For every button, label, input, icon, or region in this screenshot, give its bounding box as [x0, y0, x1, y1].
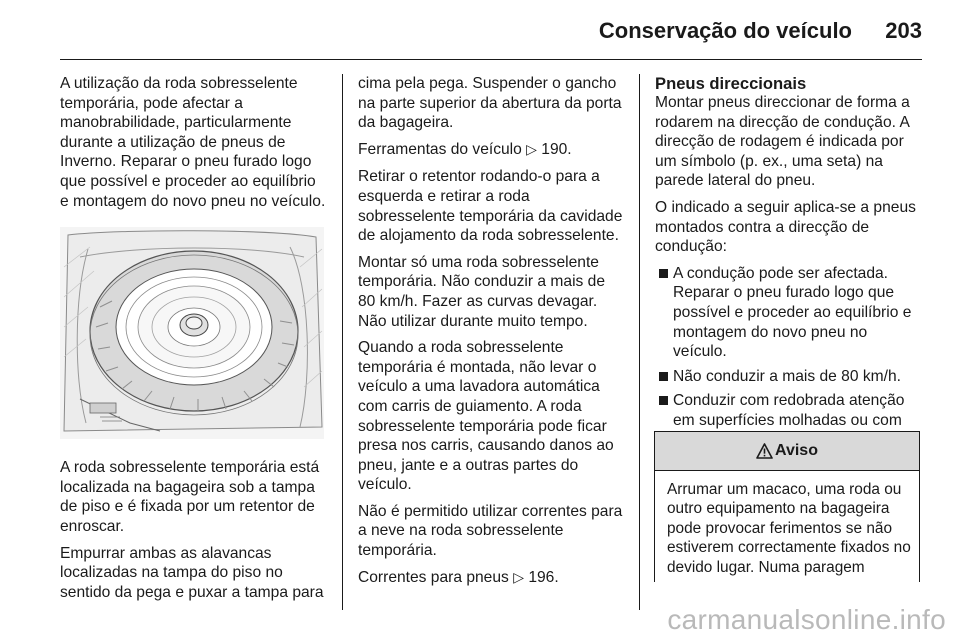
paragraph: Montar só uma roda sobresselente temporária. Não conduzir a mais de 80 km/h. Fazer as curvas devagar. Não utilizar durante muito tempo. — [358, 253, 606, 330]
paragraph: Retirar o retentor rodando-o para a esquerda e retirar a roda sobresselente temporária da cavidade de alojamento da roda sobresselente. — [358, 168, 623, 245]
paragraph: Empurrar ambas as alavancas localizadas na tampa do piso no sentido da pega e puxar a tampa para — [60, 544, 324, 601]
reference-page: 196. — [528, 568, 559, 586]
warning-header — [655, 432, 919, 471]
spare-wheel-illustration — [60, 227, 324, 439]
warning-box — [654, 431, 920, 582]
bullet-list — [655, 264, 923, 450]
reference-text: Ferramentas do veículo — [358, 140, 522, 158]
paragraph: cima pela pega. Suspender o gancho na parte superior da abertura da porta da bagageira. — [358, 75, 622, 132]
column-2 — [358, 74, 626, 595]
section-heading: Pneus direccionais — [655, 74, 807, 93]
paragraph: Montar pneus direccionar de forma a rodarem na direcção de condução. A direcção de rodagem é indicada por um símbolo (p. ex., uma seta) na parede lateral do pneu. — [655, 94, 910, 190]
warning-title: Aviso — [775, 442, 818, 459]
paragraph: Quando a roda sobresselente temporária é montada, não levar o veículo a uma lavadora automática com carris de guiamento. A roda sobresselente temporária pode ficar presa nos carris, causando danos ao pneu, jante e a outras partes do veículo. — [358, 339, 614, 494]
paragraph: A roda sobresselente temporária está localizada na bagageira sob a tampa de piso e é fixada por um retentor de enroscar. — [60, 459, 320, 535]
watermark: carmanualsonline.info — [667, 604, 946, 635]
list-item: Conduzir com redobrada atenção em superfícies molhadas ou com — [655, 391, 923, 450]
cross-reference — [358, 568, 626, 589]
list-item: Não conduzir a mais de 80 km/h. — [655, 367, 923, 387]
reference-page: 190. — [541, 140, 572, 158]
page-header — [0, 0, 960, 58]
cross-reference — [358, 140, 626, 161]
warning-triangle-icon — [756, 443, 773, 459]
square-bullet-icon — [659, 396, 668, 405]
column-1 — [60, 74, 328, 609]
page-number: 203 — [885, 18, 922, 43]
paragraph: A utilização da roda sobresselente temporária, pode afectar a manobrabilidade, particularmente durante a utilização de pneus de Inverno. Reparar o pneu furado logo que possível e proceder ao equilíbrio e montagem do novo pneu no veículo. — [60, 75, 326, 210]
paragraph: O indicado a seguir aplica-se a pneus montados contra a direcção de condução: — [655, 198, 916, 256]
column-divider-2 — [639, 74, 640, 610]
column-3 — [655, 74, 923, 455]
page-reference-arrow-icon: ▷ — [513, 569, 524, 586]
reference-text: Correntes para pneus — [358, 568, 509, 586]
column-divider-1 — [342, 74, 343, 610]
header-divider — [60, 59, 922, 60]
section-title: Conservação do veículo — [598, 18, 852, 43]
list-item: A condução pode ser afectada. Reparar o pneu furado logo que possível e proceder ao equilíbrio e montagem do novo pneu no veículo. — [655, 264, 923, 362]
paragraph: Não é permitido utilizar correntes para a neve na roda sobresselente temporária. — [358, 502, 623, 560]
square-bullet-icon — [659, 269, 668, 278]
square-bullet-icon — [659, 372, 668, 381]
warning-text: Arrumar um macaco, uma roda ou outro equipamento na bagageira pode provocar ferimentos se não estiverem correctamente fixados no devido lugar. Numa paragem — [667, 481, 911, 576]
page-reference-arrow-icon: ▷ — [526, 141, 537, 158]
